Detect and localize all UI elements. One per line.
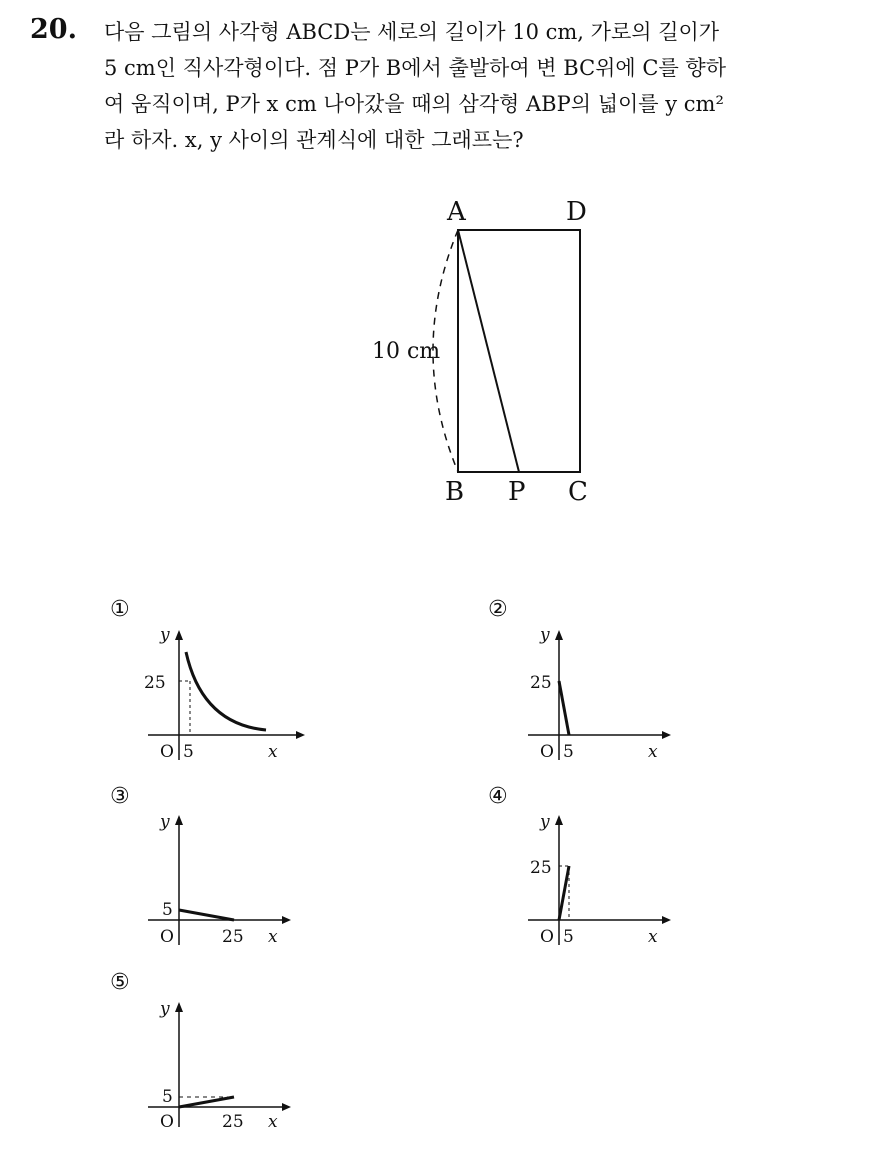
graph-line: [559, 866, 569, 920]
origin-label: O: [540, 927, 554, 947]
choice-3-mark[interactable]: ③: [110, 784, 130, 809]
graph-line: [559, 681, 569, 735]
question-line: 라 하자. x, y 사이의 관계식에 대한 그래프는?: [104, 128, 524, 152]
origin-label: O: [540, 742, 554, 762]
y-axis-arrow-icon: [175, 815, 183, 825]
x-axis-label: x: [268, 1112, 278, 1132]
x-axis-arrow-icon: [282, 1103, 291, 1111]
label-c: C: [568, 477, 588, 507]
label-a: A: [447, 197, 466, 227]
x-tick-label: 25: [222, 1112, 244, 1132]
label-p: P: [508, 477, 526, 507]
graph-line: [179, 1097, 234, 1107]
y-tick-label: 5: [162, 1087, 173, 1107]
side-length-label: 10 cm: [372, 339, 441, 364]
y-axis-label: y: [540, 812, 550, 832]
y-tick-label: 25: [530, 858, 552, 878]
x-axis-arrow-icon: [282, 916, 291, 924]
x-tick-label: 5: [183, 742, 194, 762]
y-tick-label: 5: [162, 900, 173, 920]
origin-label: O: [160, 742, 174, 762]
graph-line: [179, 910, 234, 920]
choice-3-graph: [130, 805, 310, 965]
choice-5-mark[interactable]: ⑤: [110, 970, 130, 995]
y-axis-arrow-icon: [175, 630, 183, 640]
choice-2-graph: [510, 620, 690, 780]
choice-1-mark[interactable]: ①: [110, 597, 130, 622]
x-axis-arrow-icon: [662, 916, 671, 924]
x-axis-label: x: [648, 742, 658, 762]
question-line: 5 cm인 직사각형이다. 점 P가 B에서 출발하여 변 BC위에 C를 향하: [104, 56, 726, 80]
origin-label: O: [160, 927, 174, 947]
choice-4-graph: [510, 805, 690, 965]
x-tick-label: 5: [563, 742, 574, 762]
choice-4-mark[interactable]: ④: [488, 784, 508, 809]
choice-2-mark[interactable]: ②: [488, 597, 508, 622]
y-axis-arrow-icon: [555, 815, 563, 825]
y-axis-label: y: [160, 999, 170, 1019]
question-line: 여 움직이며, P가 x cm 나아갔을 때의 삼각형 ABP의 넓이를 y cm²: [104, 92, 724, 116]
y-axis-label: y: [160, 625, 170, 645]
label-d: D: [566, 197, 587, 227]
y-axis-label: y: [540, 625, 550, 645]
y-axis-arrow-icon: [555, 630, 563, 640]
x-axis-label: x: [268, 927, 278, 947]
x-axis-arrow-icon: [662, 731, 671, 739]
y-axis-label: y: [160, 812, 170, 832]
y-tick-label: 25: [530, 673, 552, 693]
choice-5-graph: [130, 992, 310, 1152]
x-axis-label: x: [648, 927, 658, 947]
x-tick-label: 25: [222, 927, 244, 947]
y-axis-arrow-icon: [175, 1002, 183, 1012]
question-text: [104, 14, 874, 158]
graph-curve: [186, 652, 266, 730]
y-tick-label: 25: [144, 673, 166, 693]
choice-1-graph: [130, 620, 310, 780]
x-axis-label: x: [268, 742, 278, 762]
x-axis-arrow-icon: [296, 731, 305, 739]
segment-ap: [458, 230, 519, 472]
rectangle-abcd: [458, 230, 580, 472]
question-line: 다음 그림의 사각형 ABCD는 세로의 길이가 10 cm, 가로의 길이가: [104, 20, 720, 44]
origin-label: O: [160, 1112, 174, 1132]
label-b: B: [445, 477, 465, 507]
question-number: 20.: [30, 14, 77, 45]
x-tick-label: 5: [563, 927, 574, 947]
